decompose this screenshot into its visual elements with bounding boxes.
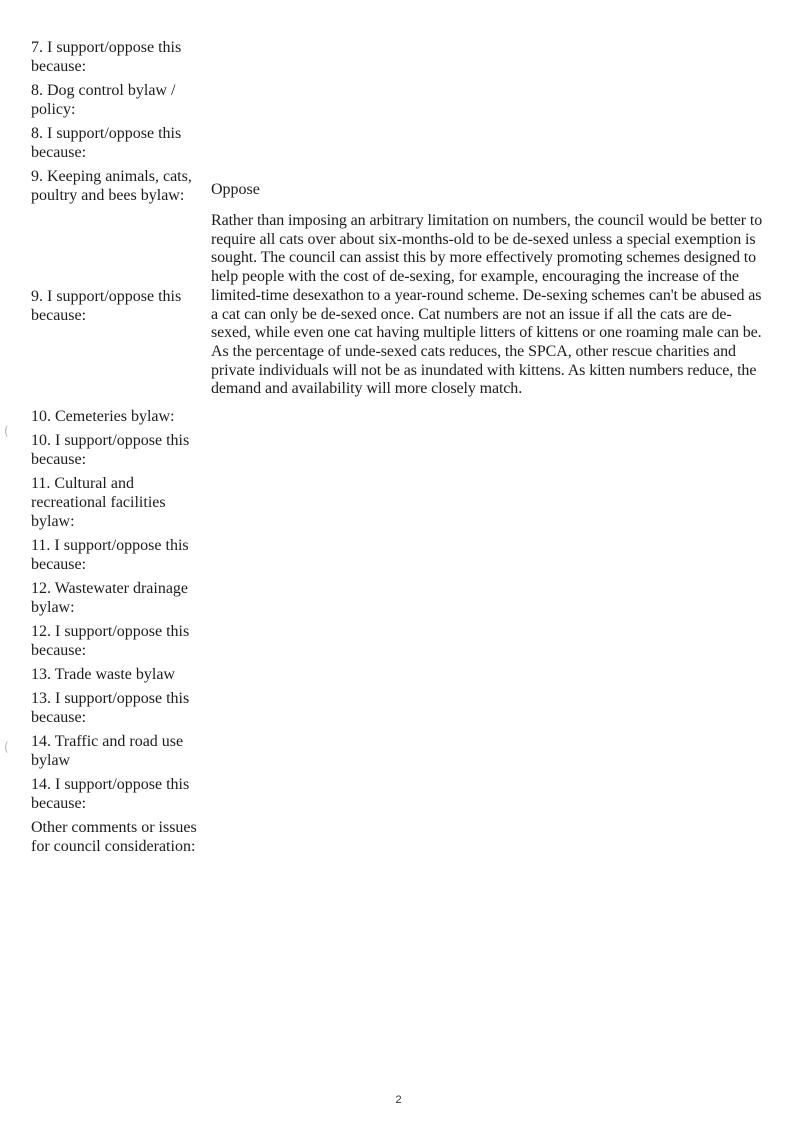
row-answer — [211, 500, 771, 506]
page-number: 2 — [395, 1094, 402, 1106]
form-row-other-comments — [31, 816, 771, 859]
form-row-10-reason — [31, 429, 771, 472]
form-row-8-dog-control — [31, 79, 771, 122]
form-row-8-reason — [31, 122, 771, 165]
form-row-9-keeping-animals — [31, 165, 771, 208]
row-answer-oppose: Oppose — [211, 181, 260, 198]
row-label: 9. I support/oppose this because: — [31, 288, 182, 325]
row-answer — [211, 553, 771, 559]
form-row-13-trade-waste — [31, 663, 771, 687]
form-row-9-reason — [31, 208, 771, 405]
row-answer — [211, 706, 771, 712]
row-answer — [211, 835, 771, 841]
row-label: 8. Dog control bylaw / policy: — [31, 82, 176, 118]
row-label: 12. I support/oppose this because: — [31, 623, 190, 660]
form-row-10-cemeteries — [31, 405, 771, 429]
row-label: 14. Traffic and road use bylaw — [31, 733, 184, 770]
row-answer — [211, 98, 771, 104]
row-answer — [211, 639, 771, 645]
scan-margin-mark: ( — [4, 424, 9, 438]
row-label: 9. Keeping animals, cats, poultry and bees bylaw: — [31, 168, 192, 204]
row-label: 13. Trade waste bylaw — [31, 666, 175, 684]
row-label: 10. I support/oppose this because: — [31, 432, 190, 469]
row-answer — [211, 448, 771, 454]
row-answer — [211, 414, 771, 420]
row-label: 8. I support/oppose this because: — [31, 125, 182, 161]
form-row-7-reason — [31, 36, 771, 79]
submission-form-table — [31, 36, 771, 859]
row-answer-paragraph: Rather than imposing an arbitrary limitation on numbers, the council would be better to require all cats over about six-months-old to be de-sexed unless a special exemption is sought. The council can assist this by more effectively promoting schemes designed to help people with the cost of de-sexing, for example, encouraging the increase of the limited-time desexathon to a year-round scheme. De-sexing schemes can't be abused as a cat can only be de-sexed once. Cat numbers are not an issue if all the cats are de-sexed, while even one cat having multiple litters of kittens or one roaming male can be. As the percentage of unde-sexed cats reduces, the SPCA, other rescue charities and private individuals will not be as inundated with kittens. As kitten numbers reduce, the demand and availability will more closely match. — [211, 212, 763, 398]
form-row-14-traffic — [31, 730, 771, 773]
row-answer — [211, 55, 771, 61]
row-answer — [211, 792, 771, 798]
form-row-11-reason — [31, 534, 771, 577]
row-label: 12. Wastewater drainage bylaw: — [31, 580, 189, 617]
row-answer — [211, 141, 771, 147]
scan-margin-mark: ( — [4, 740, 9, 754]
row-answer — [211, 596, 771, 602]
row-label: 10. Cemeteries bylaw: — [31, 408, 175, 426]
form-row-13-reason — [31, 687, 771, 730]
form-row-11-cultural — [31, 472, 771, 534]
row-label: 7. I support/oppose this because: — [31, 39, 182, 75]
row-answer — [211, 672, 771, 678]
row-label: 11. Cultural and recreational facilities bylaw: — [31, 475, 166, 531]
form-row-12-reason — [31, 620, 771, 663]
row-label: 13. I support/oppose this because: — [31, 690, 190, 727]
row-answer — [211, 749, 771, 755]
form-row-12-wastewater — [31, 577, 771, 620]
row-label: 14. I support/oppose this because: — [31, 776, 190, 813]
row-label: Other comments or issues for council consideration: — [31, 819, 197, 856]
row-label: 11. I support/oppose this because: — [31, 537, 189, 574]
form-row-14-reason — [31, 773, 771, 816]
